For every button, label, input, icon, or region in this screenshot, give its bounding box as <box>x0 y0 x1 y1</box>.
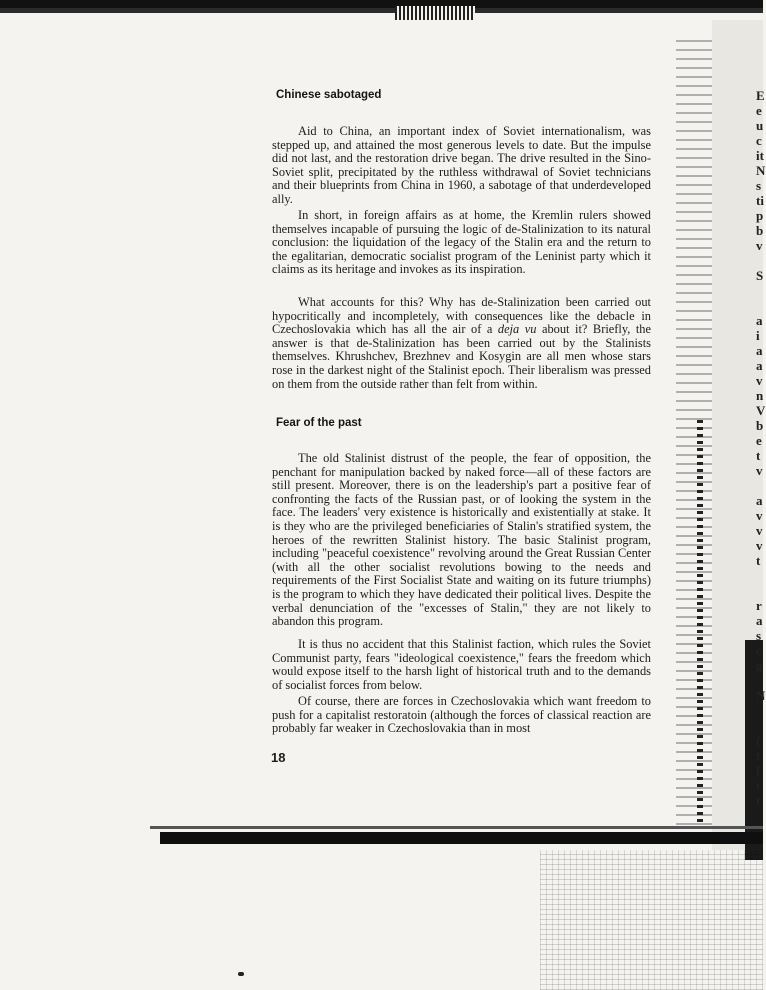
adjacent-page-letter: v <box>756 238 763 253</box>
adjacent-page-letter: g <box>756 658 763 673</box>
adjacent-page-letter: p <box>756 208 764 223</box>
adjacent-page-letter: v <box>756 373 763 388</box>
adjacent-page-letter <box>756 478 766 493</box>
adjacent-page-letter: N <box>756 688 766 703</box>
scan-bottom-border <box>160 832 763 844</box>
adjacent-page-letter: t <box>756 778 761 793</box>
adjacent-page-letter: t <box>756 793 761 808</box>
adjacent-page-letter: a <box>756 358 763 373</box>
paragraph: In short, in foreign affairs as at home, the Kremlin rulers showed themselves incapable of pursuing the logic of de-Stalinization to its natural conclusion: the liquidation of the legacy of the Stalin era and the return to the egalitarian, democratic socialist program of the Leninist party which it claims as its heritage and invokes as its inspiration. <box>272 208 651 277</box>
text-block-5 <box>272 638 651 692</box>
adjacent-page-letter: ( <box>756 733 761 748</box>
adjacent-page-letter: n <box>756 388 764 403</box>
scan-speck <box>238 972 244 976</box>
adjacent-page-letter: v <box>756 538 763 553</box>
section-heading-chinese-sabotaged: Chinese sabotaged <box>276 89 382 101</box>
adjacent-page-letter: v <box>756 463 763 478</box>
text-block-3 <box>272 296 651 391</box>
adjacent-page-letter: e <box>756 433 762 448</box>
adjacent-page-letter: E <box>756 88 765 103</box>
adjacent-page-letter: s <box>756 178 762 193</box>
paragraph: It is thus no accident that this Stalinist faction, which rules the Soviet Communist party, fears "ideological coexistence," fears the freedom which would expose itself to the harsh light of historical truth and to the demands of socialist forces from below. <box>272 637 651 692</box>
text-block-4 <box>272 452 651 629</box>
scan-noise <box>540 850 763 990</box>
adjacent-page-letter: it <box>756 148 764 163</box>
adjacent-page-letter: c <box>756 133 762 148</box>
text-block-6 <box>272 695 651 736</box>
adjacent-page-letter <box>756 298 766 313</box>
adjacent-page-letter: f <box>756 763 761 778</box>
adjacent-page-letter <box>756 718 766 733</box>
adjacent-page-letter <box>756 568 766 583</box>
adjacent-page-letter: e <box>756 103 762 118</box>
paragraph: The old Stalinist distrust of the people, the fear of opposition, the penchant for manipulation backed by naked force—all of these factors are still present. Moreover, there is on the leadership's part a positive fear of confronting the facts of the Russian past, or of looking the system in the face. The leaders' very existence is historically and existentially at stake. It is they who are the privileged beneficiaries of Stalin's stratified system, the heroes of the rewritten Stalinist history. The basic Stalinist program, including "peaceful coexistence" revolving around the Great Russian Center (with all the other socialist revolutions bowing to the needs and requirements of the First Socialist State and waiting on its future triumphs) is the program to which they have dedicated their political lives. Despite the verbal denunciation of the "excesses of Stalin," they are not likely to abandon this program. <box>272 451 651 629</box>
adjacent-page-letter: b <box>756 223 764 238</box>
italic-phrase: deja vu <box>497 322 537 337</box>
paragraph: Aid to China, an important index of Soviet internationalism, was stepped up, and attained the most generous levels to date. But the impulse did not last, and the restoration drive began. The drive resulted in the Sino-Soviet split, precipitated by the ruthless withdrawal of Soviet technicians and their blueprints from China in 1960, a sabotage of that underdeveloped ally. <box>272 124 651 206</box>
page-number: 18 <box>271 750 286 765</box>
adjacent-page-letter: t <box>756 448 761 463</box>
binding-gutter-dark <box>697 420 703 840</box>
adjacent-page-letter <box>756 583 766 598</box>
adjacent-page-letter: c <box>756 643 762 658</box>
adjacent-page-letter <box>756 673 766 688</box>
adjacent-page-letter: v <box>756 508 763 523</box>
scan-top-artifact <box>395 6 475 20</box>
adjacent-page-letter: i <box>756 328 760 343</box>
adjacent-page-letter: t <box>756 553 761 568</box>
binding-gutter <box>676 40 712 840</box>
adjacent-page-letter: u <box>756 118 764 133</box>
scan-bottom-edge <box>150 826 763 829</box>
adjacent-page-letter: a <box>756 493 763 508</box>
adjacent-page-letter: ti <box>756 193 764 208</box>
scan-top-border <box>0 0 763 8</box>
text-block-1 <box>272 125 651 207</box>
adjacent-page-letter <box>756 283 766 298</box>
section-heading-fear-of-the-past: Fear of the past <box>276 417 362 429</box>
adjacent-page-letter: a <box>756 343 763 358</box>
adjacent-page-letter: V <box>756 403 766 418</box>
adjacent-page-letter <box>756 703 766 718</box>
paragraph: What accounts for this? Why has de-Stalinization been carried out hypocritically and incompletely, with consequences like the debacle in Czechoslovakia which has all the air of a deja vu about it? Briefly, the answer is that de-Stalinization has been carried out by the Stalinists themselves. Khrushchev, Brezhnev and Kosygin are all men whose stars rose in the darkest night of the Stalinist epoch. Their liberalism was pressed on them from the outside rather than felt from within. <box>272 295 651 391</box>
adjacent-page-letter: s <box>756 628 762 643</box>
adjacent-page-letter: t <box>756 748 761 763</box>
adjacent-page-letter: N <box>756 163 766 178</box>
text-block-2 <box>272 209 651 277</box>
adjacent-page-letter: a <box>756 313 763 328</box>
adjacent-page-letter: v <box>756 523 763 538</box>
scan-top-shadow <box>0 8 763 22</box>
adjacent-page-letter: a <box>756 613 763 628</box>
adjacent-page-letter <box>756 253 766 268</box>
adjacent-page-letter: b <box>756 418 764 433</box>
paragraph: Of course, there are forces in Czechoslovakia which want freedom to push for a capitalist restoratoin (although the forces of classical reaction are probably far weaker in Czechoslovakia than in most <box>272 694 651 736</box>
adjacent-page-letters <box>756 88 766 808</box>
adjacent-page-letter: S <box>756 268 764 283</box>
adjacent-page-letter: r <box>756 598 762 613</box>
